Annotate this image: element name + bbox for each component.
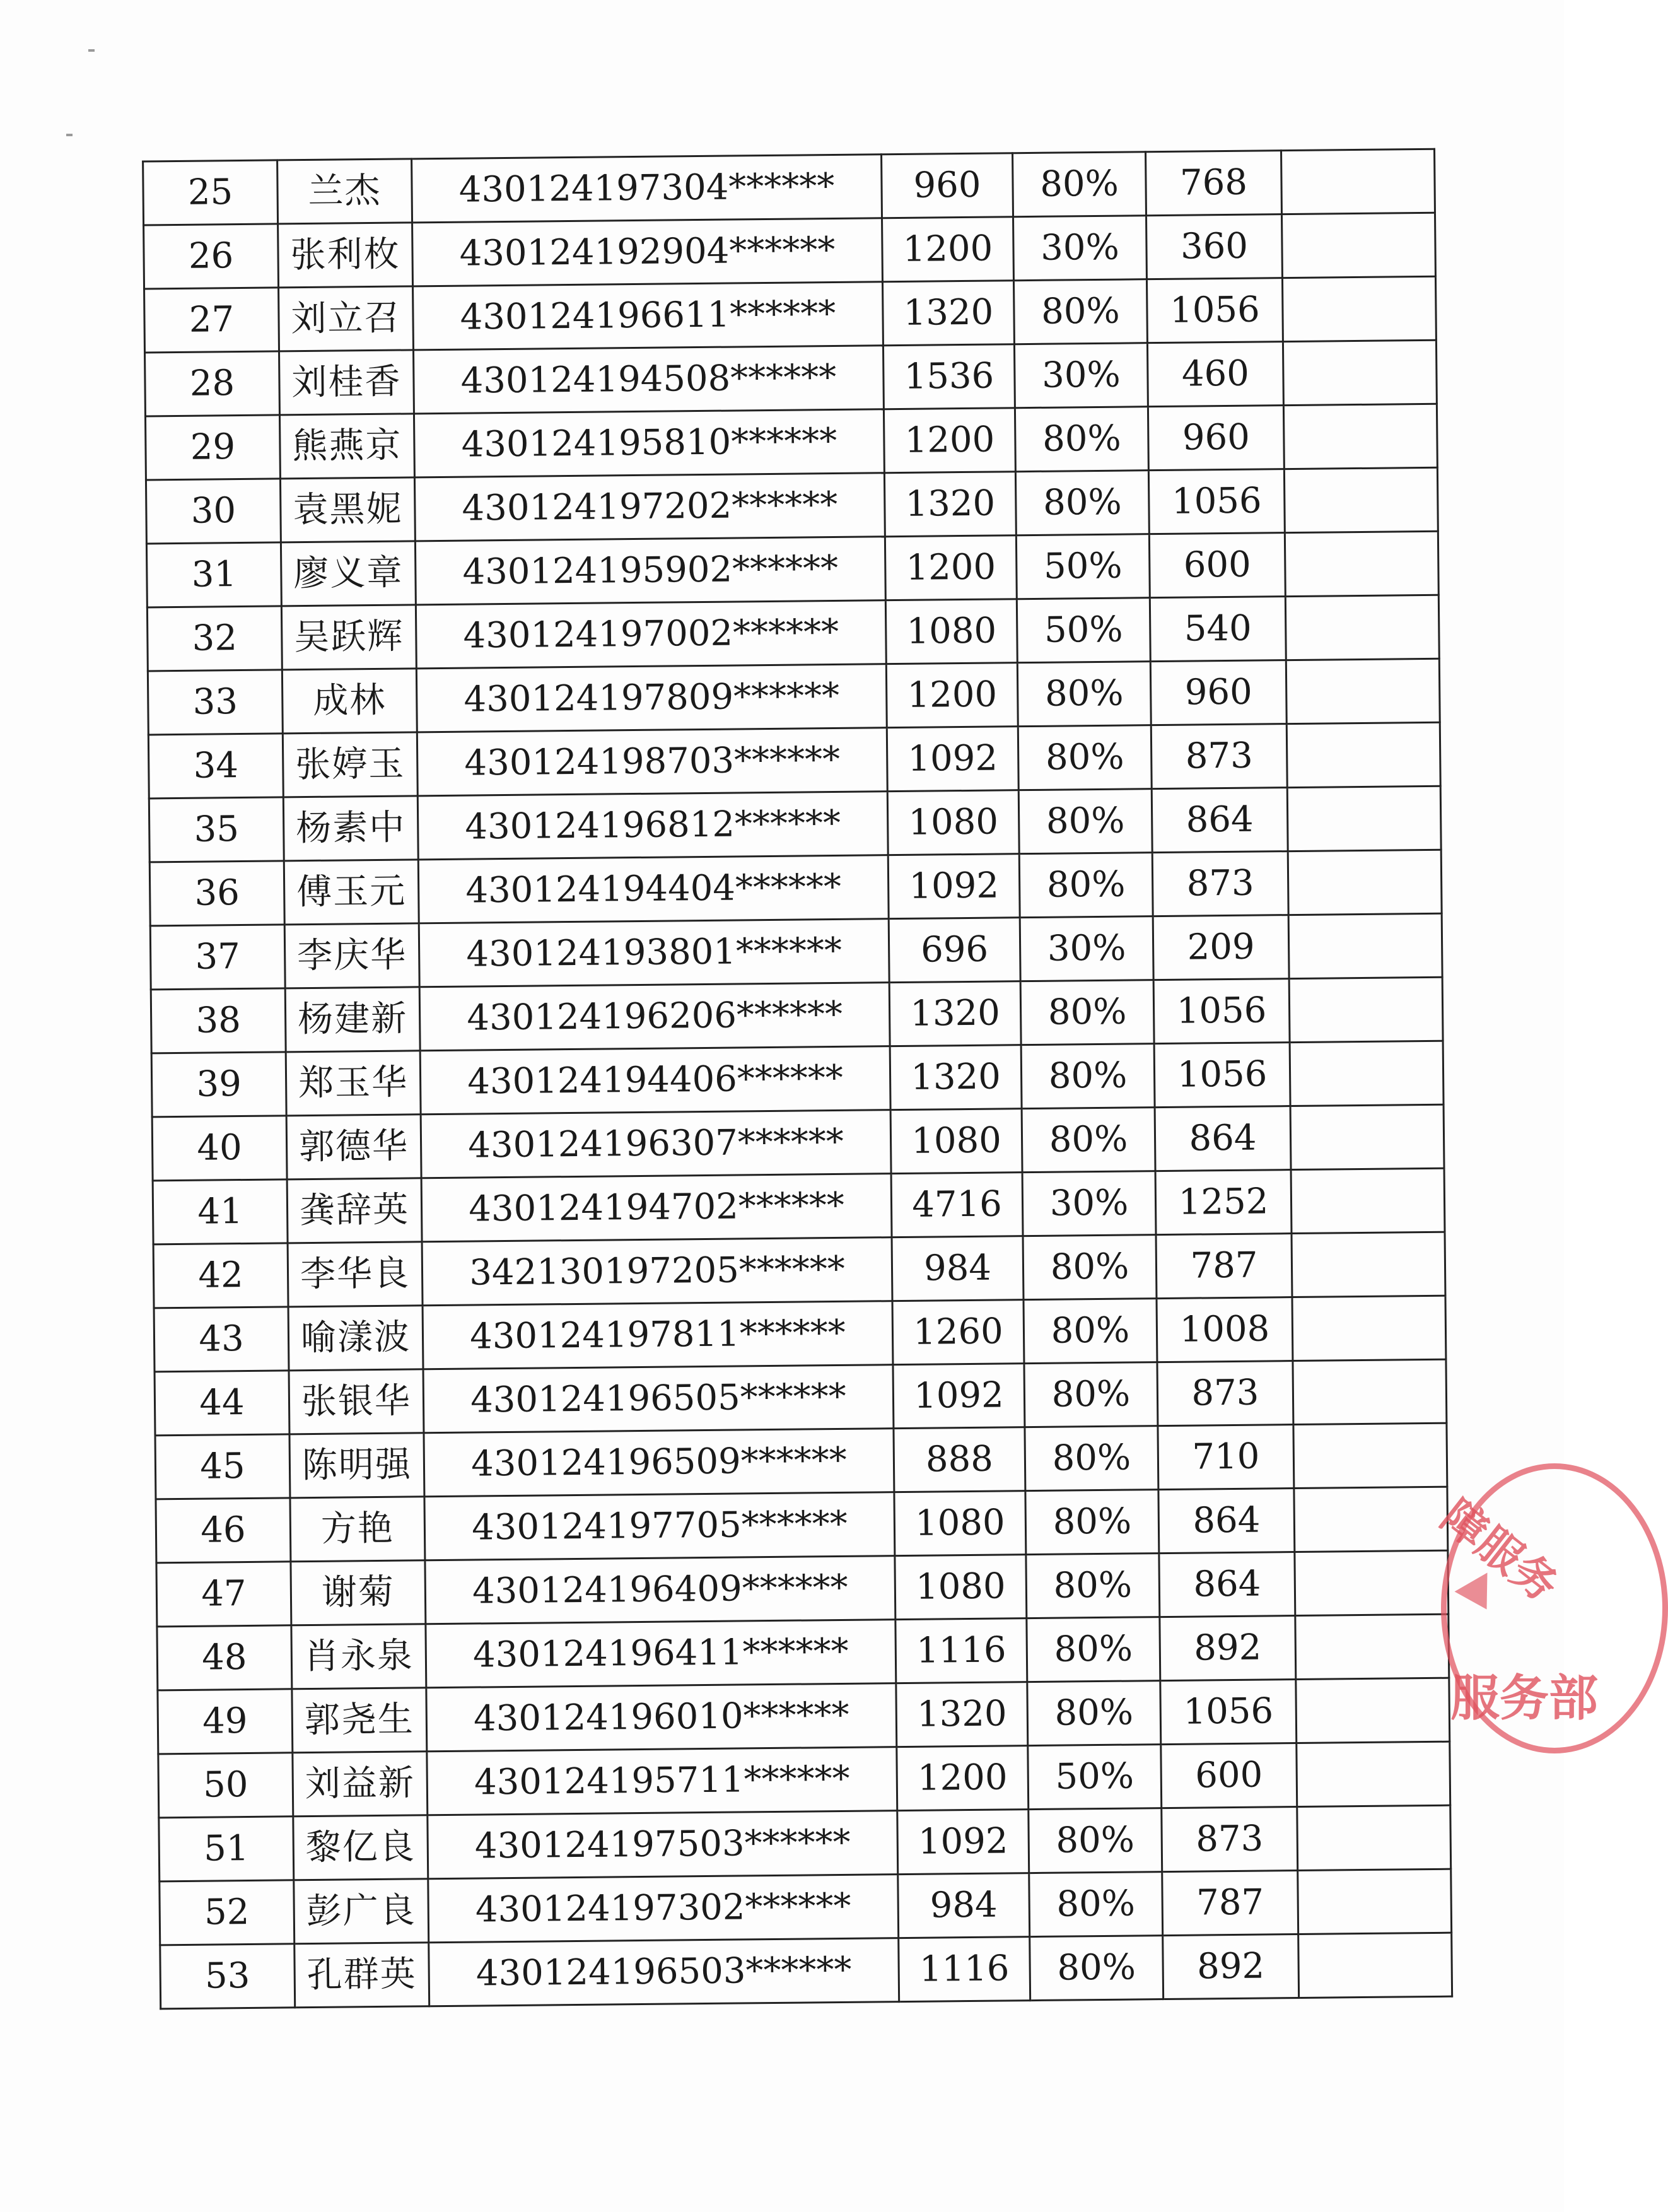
- cell-note: [1291, 1168, 1445, 1233]
- cell-payment: 1056: [1154, 1043, 1290, 1108]
- cell-name: 李华良: [288, 1242, 423, 1307]
- cell-index: 40: [152, 1116, 287, 1181]
- cell-index: 50: [158, 1753, 293, 1818]
- cell-payment: 360: [1146, 214, 1283, 279]
- cell-payment: 1056: [1160, 1680, 1297, 1745]
- cell-id-number: 430124192904******: [412, 218, 883, 286]
- cell-rate: 80%: [1015, 471, 1149, 535]
- table-row: [157, 1614, 1449, 1690]
- table-row: [146, 531, 1438, 607]
- cell-index: 25: [143, 160, 278, 225]
- cell-base-amount: 1080: [890, 1109, 1022, 1174]
- cell-base-amount: 1200: [885, 535, 1017, 600]
- cell-rate: 80%: [1019, 853, 1153, 918]
- cell-index: 36: [149, 861, 284, 926]
- cell-note: [1293, 1359, 1447, 1424]
- cell-id-number: 430124198703******: [417, 728, 887, 796]
- cell-note: [1296, 1678, 1450, 1743]
- cell-index: 31: [146, 542, 281, 607]
- cell-rate: 80%: [1020, 980, 1154, 1045]
- roster-table: [142, 148, 1453, 2010]
- cell-name: 郭德华: [286, 1115, 421, 1179]
- cell-id-number: 430124195902******: [415, 537, 885, 605]
- cell-id-number: 430124195711******: [427, 1747, 897, 1815]
- cell-note: [1285, 595, 1439, 660]
- cell-note: [1288, 913, 1442, 978]
- cell-note: [1286, 658, 1440, 723]
- cell-base-amount: 1200: [882, 217, 1014, 282]
- table-row: [149, 786, 1441, 862]
- cell-payment: 1056: [1153, 979, 1290, 1044]
- cell-index: 39: [151, 1052, 286, 1117]
- cell-rate: 80%: [1027, 1681, 1161, 1746]
- cell-name: 谢菊: [291, 1560, 426, 1625]
- cell-name: 彭广良: [294, 1879, 429, 1944]
- cell-index: 47: [156, 1562, 291, 1627]
- cell-rate: 50%: [1028, 1745, 1162, 1810]
- cell-note: [1298, 1869, 1452, 1934]
- table-row: [145, 404, 1437, 480]
- cell-rate: 80%: [1023, 1235, 1157, 1300]
- table-row: [144, 213, 1436, 289]
- cell-name: 张婷玉: [283, 732, 417, 797]
- table-row: [149, 850, 1442, 926]
- cell-name: 张银华: [289, 1369, 424, 1434]
- cell-name: 龚辞英: [287, 1178, 422, 1243]
- cell-base-amount: 1320: [884, 472, 1016, 537]
- seal-text-upper: 障服务: [1432, 1489, 1568, 1612]
- cell-index: 42: [153, 1243, 288, 1308]
- cell-note: [1285, 531, 1438, 596]
- cell-name: 黎亿良: [293, 1815, 428, 1880]
- cell-payment: 1008: [1157, 1297, 1293, 1362]
- cell-rate: 80%: [1027, 1617, 1160, 1682]
- cell-index: 48: [157, 1625, 292, 1690]
- cell-id-number: 430124197503******: [428, 1811, 898, 1879]
- cell-base-amount: 1536: [883, 344, 1015, 409]
- cell-payment: 873: [1151, 724, 1287, 789]
- cell-index: 53: [160, 1944, 295, 2009]
- cell-base-amount: 1080: [894, 1491, 1026, 1556]
- cell-id-number: 430124197809******: [416, 664, 887, 732]
- cell-index: 49: [158, 1689, 293, 1754]
- cell-id-number: 430124194702******: [421, 1174, 892, 1242]
- cell-id-number: 430124196411******: [426, 1620, 896, 1688]
- cell-base-amount: 984: [892, 1236, 1024, 1301]
- table-row: [158, 1678, 1450, 1754]
- cell-note: [1293, 1423, 1447, 1488]
- cell-payment: 1056: [1148, 469, 1285, 534]
- roster-body: [143, 149, 1452, 2009]
- table-row: [148, 658, 1440, 735]
- cell-index: 51: [159, 1817, 294, 1881]
- cell-rate: 30%: [1020, 916, 1153, 981]
- cell-index: 30: [146, 479, 281, 544]
- cell-rate: 80%: [1024, 1299, 1157, 1364]
- cell-rate: 80%: [1013, 152, 1146, 217]
- cell-note: [1281, 213, 1435, 278]
- table-row: [154, 1296, 1446, 1372]
- cell-payment: 864: [1152, 788, 1288, 853]
- cell-payment: 768: [1146, 151, 1282, 216]
- cell-note: [1290, 1104, 1444, 1169]
- cell-base-amount: 4716: [891, 1173, 1023, 1238]
- cell-rate: 30%: [1014, 343, 1148, 408]
- cell-payment: 873: [1152, 851, 1288, 916]
- table-row: [153, 1232, 1445, 1308]
- cell-id-number: 430124197202******: [414, 473, 885, 541]
- cell-rate: 80%: [1021, 1044, 1155, 1109]
- cell-rate: 80%: [1018, 789, 1152, 854]
- cell-payment: 960: [1150, 660, 1286, 725]
- cell-payment: 600: [1161, 1743, 1297, 1808]
- cell-base-amount: 1320: [882, 281, 1014, 346]
- table-row: [144, 276, 1437, 353]
- cell-rate: 80%: [1018, 725, 1152, 790]
- cell-index: 44: [155, 1371, 289, 1436]
- table-row: [156, 1487, 1448, 1563]
- cell-payment: 873: [1157, 1361, 1293, 1426]
- cell-name: 兰杰: [277, 159, 412, 224]
- cell-note: [1297, 1805, 1451, 1870]
- cell-base-amount: 1200: [884, 408, 1015, 473]
- cell-id-number: 430124194406******: [420, 1046, 890, 1115]
- cell-rate: 80%: [1024, 1362, 1158, 1427]
- cell-base-amount: 960: [882, 153, 1013, 218]
- cell-payment: 787: [1162, 1871, 1298, 1936]
- table-row: [160, 1869, 1452, 1945]
- table-row: [155, 1423, 1447, 1499]
- cell-base-amount: 1320: [889, 981, 1021, 1046]
- cell-note: [1283, 404, 1437, 469]
- cell-id-number: 430124197705******: [424, 1492, 895, 1560]
- cell-id-number: 430124196505******: [423, 1365, 894, 1433]
- cell-payment: 540: [1150, 597, 1286, 662]
- table-row: [151, 977, 1443, 1053]
- cell-name: 刘桂香: [279, 350, 414, 415]
- cell-id-number: 430124196611******: [413, 282, 884, 350]
- cell-note: [1287, 786, 1441, 851]
- cell-rate: 80%: [1022, 1108, 1155, 1173]
- cell-id-number: 430124196010******: [426, 1683, 897, 1752]
- cell-rate: 50%: [1017, 598, 1150, 663]
- table-row: [145, 340, 1437, 416]
- cell-rate: 80%: [1029, 1808, 1162, 1873]
- cell-index: 32: [147, 606, 282, 671]
- cell-note: [1292, 1296, 1446, 1361]
- cell-index: 38: [151, 988, 286, 1053]
- cell-rate: 80%: [1029, 1872, 1163, 1937]
- cell-base-amount: 1200: [897, 1746, 1029, 1811]
- cell-base-amount: 1092: [897, 1810, 1029, 1875]
- cell-note: [1298, 1933, 1452, 1998]
- scan-speck: [66, 134, 73, 136]
- table-row: [148, 722, 1440, 799]
- cell-note: [1284, 467, 1438, 532]
- cell-base-amount: 1080: [885, 599, 1017, 664]
- cell-note: [1289, 977, 1443, 1042]
- cell-index: 45: [155, 1434, 290, 1499]
- cell-name: 陈明强: [289, 1433, 424, 1498]
- table-row: [152, 1104, 1444, 1181]
- cell-base-amount: 1092: [893, 1364, 1025, 1429]
- cell-id-number: 430124196812******: [417, 792, 888, 860]
- cell-base-amount: 696: [889, 918, 1020, 983]
- cell-index: 52: [160, 1880, 295, 1945]
- cell-payment: 864: [1155, 1106, 1291, 1171]
- cell-payment: 600: [1149, 533, 1285, 598]
- cell-index: 37: [150, 925, 285, 990]
- cell-payment: 892: [1163, 1934, 1299, 1999]
- cell-name: 喻漾波: [288, 1306, 423, 1371]
- cell-name: 成林: [282, 669, 417, 734]
- cell-note: [1294, 1487, 1448, 1552]
- table-row: [150, 913, 1442, 990]
- cell-base-amount: 984: [898, 1873, 1030, 1938]
- cell-base-amount: 1200: [886, 663, 1018, 728]
- table-row: [160, 1933, 1452, 2009]
- table-row: [153, 1168, 1445, 1244]
- cell-payment: 892: [1160, 1616, 1296, 1681]
- cell-base-amount: 888: [894, 1427, 1025, 1492]
- cell-note: [1295, 1614, 1449, 1679]
- cell-index: 28: [145, 351, 280, 416]
- cell-name: 张利枚: [278, 223, 413, 288]
- cell-note: [1290, 1041, 1443, 1106]
- cell-id-number: 430124197304******: [412, 155, 882, 223]
- cell-name: 袁黑妮: [280, 477, 415, 542]
- scan-speck: [88, 49, 95, 52]
- cell-name: 杨素中: [283, 796, 418, 861]
- cell-id-number: 342130197205******: [422, 1238, 892, 1306]
- cell-base-amount: 1320: [890, 1045, 1022, 1110]
- cell-id-number: 430124193801******: [419, 919, 889, 987]
- cell-payment: 873: [1162, 1807, 1298, 1872]
- cell-base-amount: 1092: [887, 727, 1018, 792]
- cell-note: [1295, 1550, 1449, 1615]
- cell-name: 熊燕京: [279, 414, 414, 479]
- cell-name: 廖义章: [281, 541, 416, 606]
- cell-id-number: 430124196206******: [419, 983, 890, 1051]
- cell-rate: 30%: [1022, 1171, 1156, 1236]
- cell-id-number: 430124194404******: [418, 855, 889, 923]
- cell-note: [1282, 276, 1436, 341]
- cell-rate: 80%: [1026, 1554, 1160, 1618]
- table-row: [147, 595, 1439, 671]
- cell-id-number: 430124196503******: [429, 1938, 899, 2006]
- cell-index: 34: [148, 734, 283, 799]
- cell-name: 郑玉华: [286, 1051, 421, 1116]
- cell-index: 46: [156, 1498, 291, 1563]
- cell-payment: 710: [1158, 1425, 1294, 1490]
- table-row: [158, 1741, 1450, 1818]
- cell-index: 29: [145, 415, 280, 480]
- cell-name: 方艳: [290, 1497, 425, 1562]
- cell-rate: 30%: [1013, 216, 1147, 281]
- cell-payment: 787: [1156, 1234, 1292, 1299]
- table-row: [159, 1805, 1451, 1881]
- cell-id-number: 430124197811******: [423, 1301, 893, 1369]
- cell-id-number: 430124196409******: [425, 1556, 895, 1624]
- cell-index: 33: [148, 670, 283, 735]
- cell-rate: 80%: [1030, 1936, 1164, 2001]
- cell-rate: 80%: [1013, 279, 1147, 344]
- cell-note: [1292, 1232, 1445, 1297]
- cell-name: 刘立召: [279, 286, 414, 351]
- cell-note: [1281, 149, 1435, 214]
- seal-text-lower: 服务部: [1450, 1670, 1599, 1727]
- table-row: [155, 1359, 1447, 1436]
- cell-id-number: 430124195810******: [414, 409, 884, 477]
- cell-payment: 460: [1147, 342, 1283, 407]
- cell-base-amount: 1116: [895, 1618, 1027, 1683]
- cell-payment: 960: [1148, 406, 1284, 471]
- cell-base-amount: 1320: [896, 1682, 1028, 1747]
- cell-id-number: 430124194508******: [413, 346, 884, 414]
- cell-note: [1288, 850, 1442, 915]
- cell-index: 27: [144, 288, 279, 353]
- cell-index: 43: [154, 1307, 289, 1372]
- cell-rate: 50%: [1016, 534, 1150, 599]
- cell-rate: 80%: [1015, 407, 1148, 472]
- cell-id-number: 430124196307******: [421, 1110, 891, 1178]
- cell-rate: 80%: [1025, 1490, 1159, 1555]
- cell-name: 吴跃辉: [281, 605, 416, 670]
- cell-payment: 209: [1153, 915, 1289, 980]
- cell-base-amount: 1080: [887, 790, 1019, 855]
- cell-name: 肖永泉: [291, 1624, 426, 1689]
- cell-id-number: 430124197302******: [428, 1875, 899, 1943]
- cell-payment: 1252: [1155, 1170, 1292, 1235]
- cell-base-amount: 1080: [895, 1555, 1027, 1620]
- cell-name: 孔群英: [295, 1943, 429, 2008]
- table-row: [156, 1550, 1449, 1627]
- cell-base-amount: 1260: [892, 1300, 1024, 1365]
- cell-name: 杨建新: [285, 987, 420, 1052]
- cell-note: [1286, 722, 1440, 787]
- cell-rate: 80%: [1025, 1426, 1158, 1491]
- cell-id-number: 430124196509******: [424, 1429, 894, 1497]
- cell-index: 26: [144, 224, 279, 289]
- cell-name: 郭尧生: [292, 1688, 427, 1753]
- table-row: [143, 149, 1435, 225]
- cell-note: [1283, 340, 1437, 405]
- cell-payment: 864: [1158, 1489, 1295, 1554]
- cell-index: 35: [149, 797, 284, 862]
- cell-payment: 864: [1159, 1552, 1295, 1617]
- table-row: [151, 1041, 1443, 1117]
- cell-id-number: 430124197002******: [416, 600, 886, 669]
- cell-index: 41: [153, 1179, 288, 1244]
- cell-name: 刘益新: [293, 1752, 428, 1817]
- cell-base-amount: 1116: [899, 1937, 1030, 2002]
- cell-payment: 1056: [1146, 278, 1283, 343]
- cell-rate: 80%: [1017, 662, 1151, 727]
- cell-name: 李庆华: [284, 923, 419, 988]
- cell-note: [1297, 1741, 1450, 1806]
- cell-name: 傅玉元: [284, 860, 419, 925]
- roster-table-wrap: [142, 148, 1440, 2010]
- cell-base-amount: 1092: [888, 854, 1020, 919]
- table-row: [146, 467, 1438, 544]
